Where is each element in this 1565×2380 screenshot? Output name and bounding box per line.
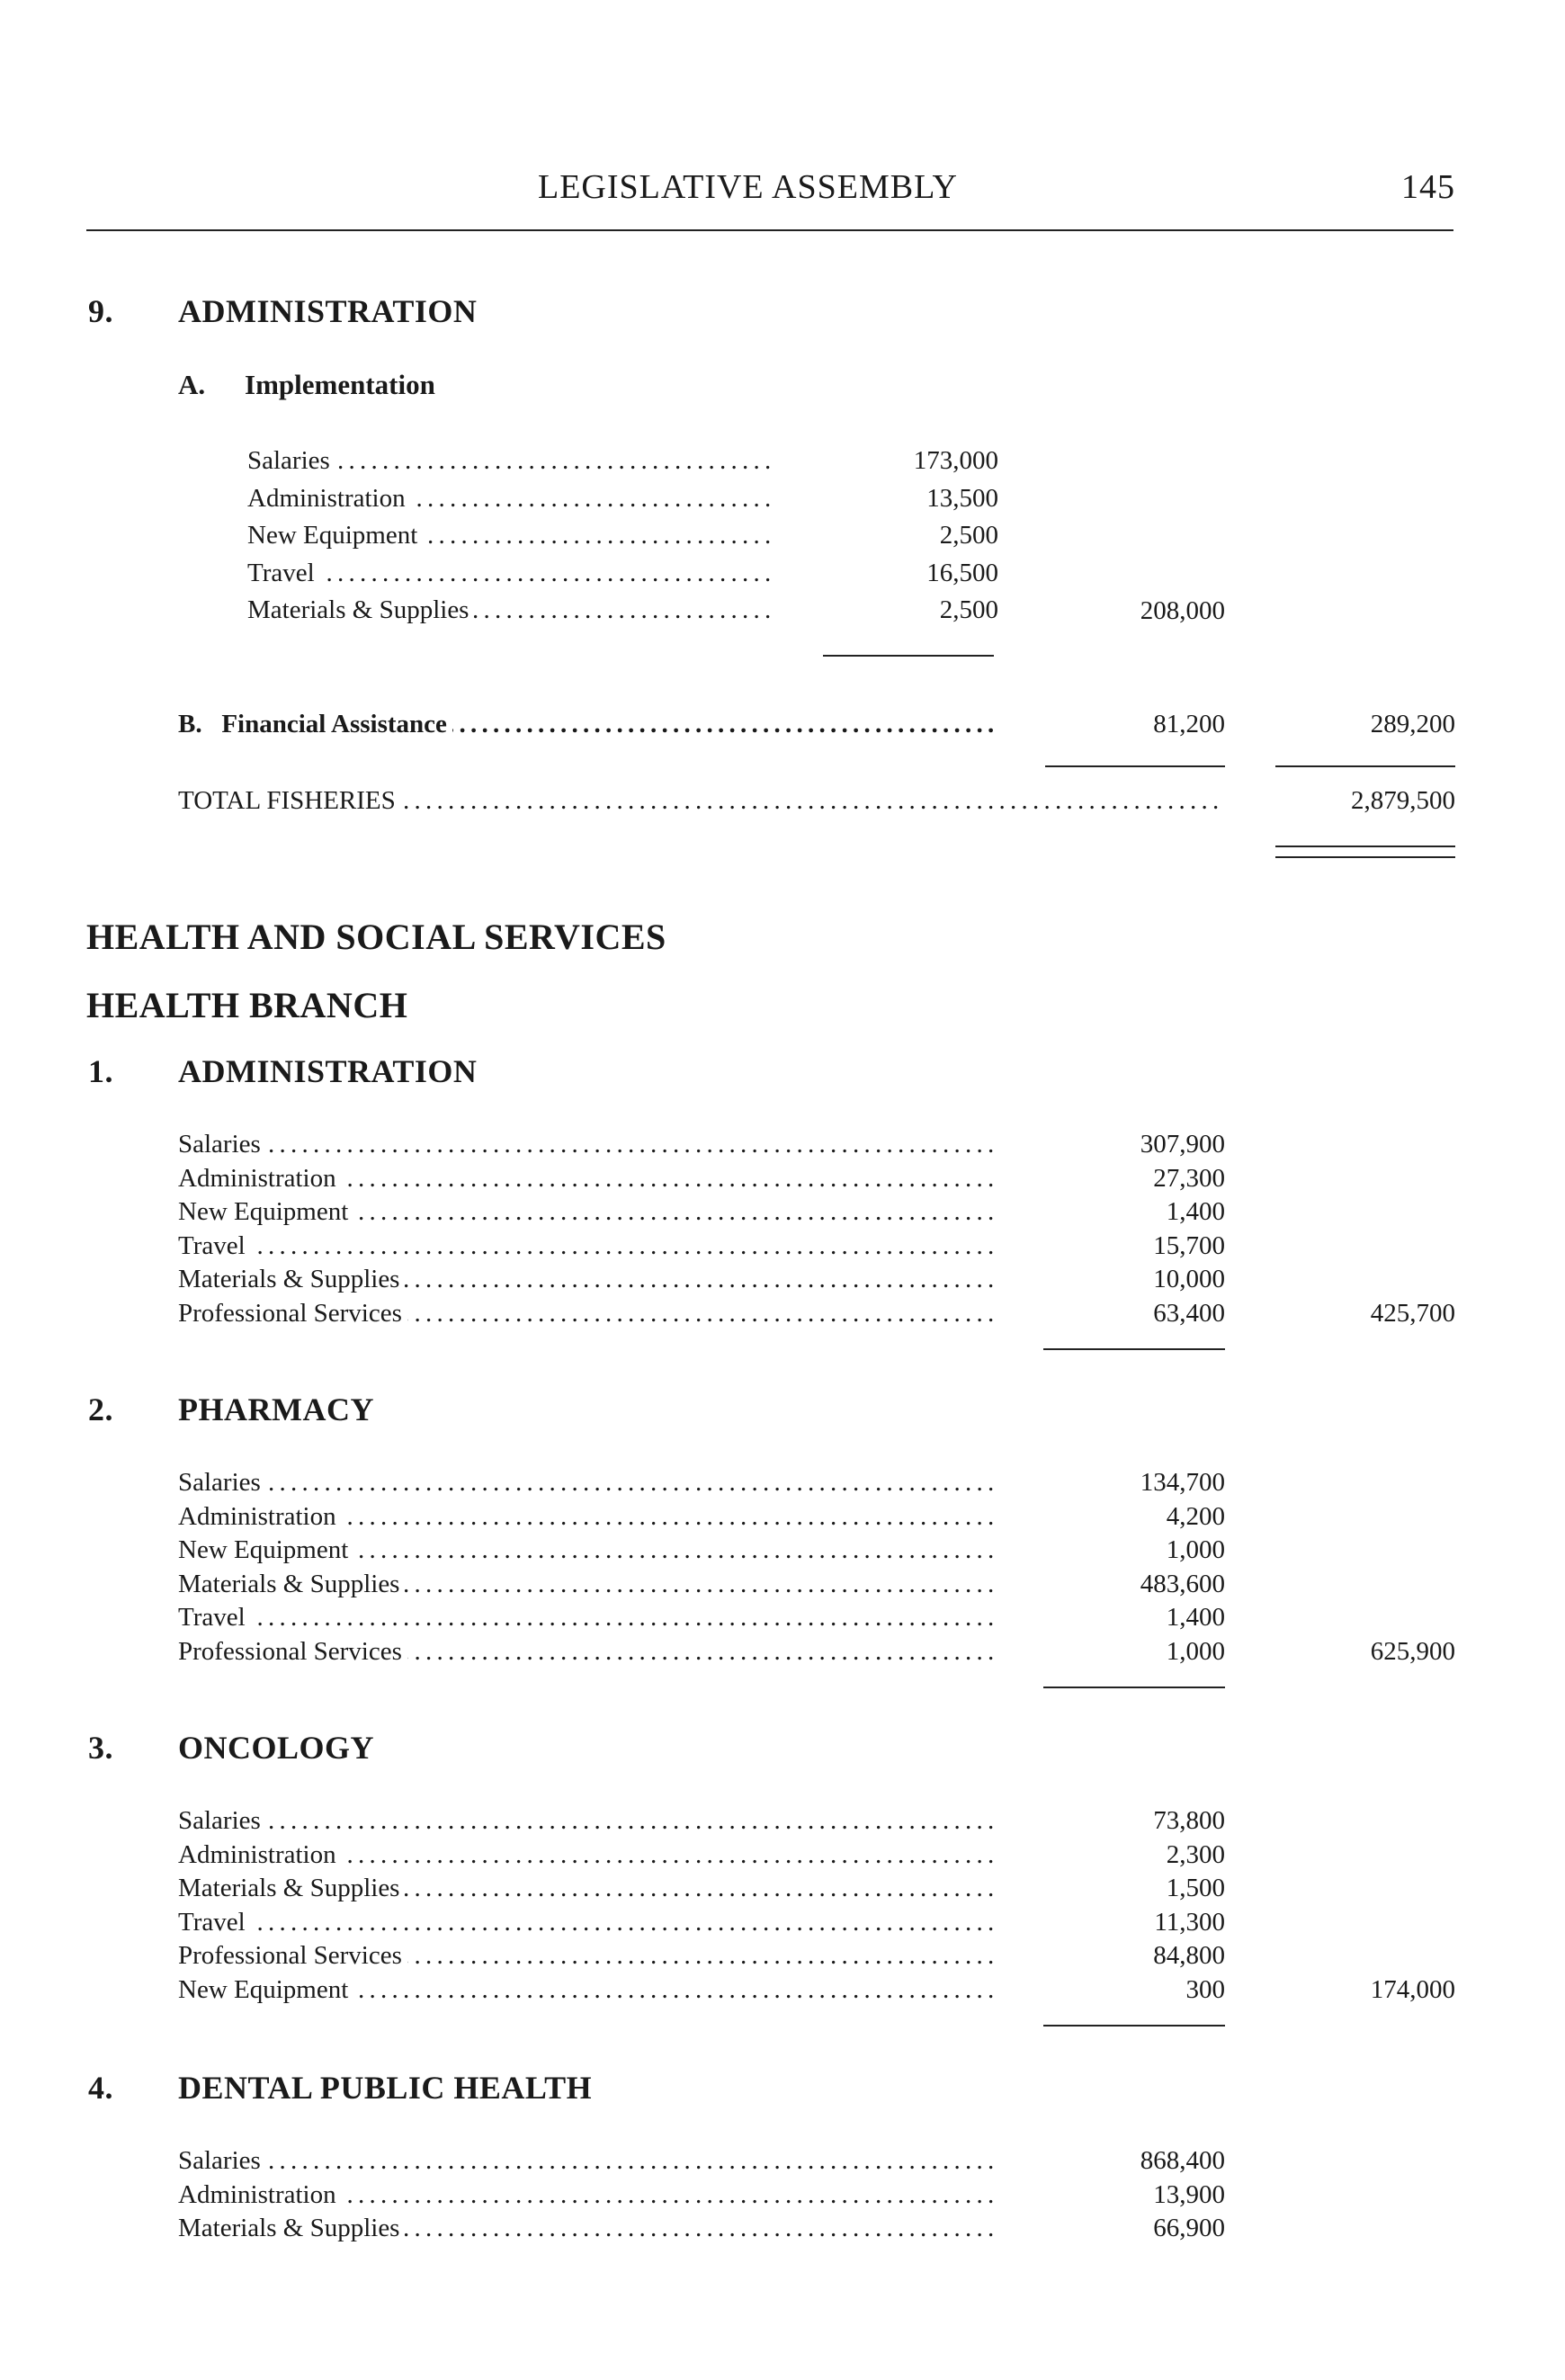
item-amount: 1,400 (1166, 1197, 1225, 1226)
implementation-subtotal: 208,000 (1140, 596, 1225, 625)
item-label: Administration (178, 1502, 342, 1531)
item-amount: 1,000 (1166, 1535, 1225, 1564)
item-amount: 66,900 (1153, 2214, 1225, 2242)
subsection-letter: A. (178, 369, 206, 400)
line-item (178, 1803, 997, 1838)
line-item (178, 1567, 997, 1601)
item-label: New Equipment (178, 1535, 353, 1564)
item-label: Salaries (178, 1468, 266, 1497)
financial-assistance-amount: 81,200 (1153, 710, 1225, 738)
item-label: Salaries (178, 2146, 266, 2175)
item-amount: 868,400 (1140, 2146, 1225, 2175)
line-item (178, 1973, 997, 2007)
header-rule (86, 229, 1453, 231)
line-item (178, 1838, 997, 1872)
implementation-item (247, 518, 771, 552)
item-label: Materials & Supplies (178, 1265, 405, 1293)
implementation-item (247, 443, 771, 478)
item-amount: 2,500 (939, 521, 998, 550)
financial-assistance-row (178, 707, 997, 741)
line-item (178, 1296, 997, 1330)
item-label: Administration (178, 1840, 342, 1869)
section-total: 174,000 (1370, 1975, 1455, 2004)
total-fisheries-amount: 2,879,500 (1351, 786, 1455, 815)
item-label: Materials & Supplies (178, 1874, 405, 1902)
financial-assistance-total-underline (1275, 765, 1455, 767)
section-title: PHARMACY (178, 1391, 374, 1427)
item-amount: 84,800 (1153, 1941, 1225, 1970)
item-label: Materials & Supplies (247, 595, 474, 624)
section-number: 3. (88, 1730, 113, 1766)
section-title: ADMINISTRATION (178, 293, 478, 329)
item-amount: 13,900 (1153, 2180, 1225, 2209)
total-fisheries-double-rule-2 (1275, 856, 1455, 858)
item-amount: 2,500 (939, 595, 998, 624)
line-item (178, 1905, 997, 1939)
item-label: Travel (178, 1231, 251, 1260)
item-amount: 15,700 (1153, 1231, 1225, 1260)
subsection-title: Financial Assistance (221, 710, 447, 738)
line-item (178, 1465, 997, 1499)
item-label: Professional Services (178, 1299, 407, 1328)
item-label: Administration (247, 484, 411, 513)
item-amount: 13,500 (926, 484, 998, 513)
total-fisheries-label: TOTAL FISHERIES (178, 786, 401, 815)
line-item (178, 2211, 997, 2245)
item-amount: 11,300 (1154, 1908, 1225, 1937)
subsection-title: Implementation (245, 369, 435, 400)
line-item (178, 1533, 997, 1567)
item-amount: 1,400 (1166, 1603, 1225, 1632)
section-underline (1043, 1687, 1225, 1688)
page-header-title: LEGISLATIVE ASSEMBLY (538, 168, 958, 206)
item-label: Materials & Supplies (178, 1570, 405, 1598)
item-label: Professional Services (178, 1637, 407, 1666)
section-total: 425,700 (1370, 1299, 1455, 1328)
item-label: Salaries (178, 1806, 266, 1835)
section-number: 2. (88, 1391, 113, 1427)
item-amount: 134,700 (1140, 1468, 1225, 1497)
section-underline (1043, 2025, 1225, 2027)
line-item (178, 1194, 997, 1229)
line-item (178, 2178, 997, 2212)
line-item (178, 1161, 997, 1195)
item-amount: 1,000 (1166, 1637, 1225, 1666)
item-label: Travel (178, 1603, 251, 1632)
section-title: ONCOLOGY (178, 1730, 375, 1766)
financial-assistance-underline (1045, 765, 1225, 767)
line-item (178, 1871, 997, 1905)
item-amount: 63,400 (1153, 1299, 1225, 1328)
line-item (178, 1229, 997, 1263)
item-label: New Equipment (178, 1975, 353, 2004)
item-amount: 27,300 (1153, 1164, 1225, 1193)
item-amount: 307,900 (1140, 1130, 1225, 1159)
item-amount: 4,200 (1166, 1502, 1225, 1531)
page-number: 145 (1401, 168, 1455, 206)
item-label: Travel (247, 559, 320, 587)
line-item (178, 1600, 997, 1634)
total-fisheries-double-rule-1 (1275, 846, 1455, 847)
branch-title: HEALTH BRANCH (86, 985, 408, 1025)
item-amount: 16,500 (926, 559, 998, 587)
item-label: Administration (178, 1164, 342, 1193)
item-amount: 2,300 (1166, 1840, 1225, 1869)
item-amount: 10,000 (1153, 1265, 1225, 1293)
item-label: New Equipment (247, 521, 423, 550)
item-amount: 300 (1185, 1975, 1225, 2004)
section-number: 4. (88, 2070, 113, 2106)
item-label: Salaries (178, 1130, 266, 1159)
item-label: Administration (178, 2180, 342, 2209)
item-label: Professional Services (178, 1941, 407, 1970)
total-fisheries-row (178, 783, 1223, 818)
section-title: ADMINISTRATION (178, 1053, 478, 1089)
implementation-item (247, 481, 771, 515)
item-amount: 1,500 (1166, 1874, 1225, 1902)
implementation-item (247, 556, 771, 590)
item-label: Materials & Supplies (178, 2214, 405, 2242)
item-label: New Equipment (178, 1197, 353, 1226)
item-amount: 73,800 (1153, 1806, 1225, 1835)
section-number: 9. (88, 293, 113, 329)
item-amount: 483,600 (1140, 1570, 1225, 1598)
item-label: Travel (178, 1908, 251, 1937)
line-item (178, 1499, 997, 1534)
item-amount: 173,000 (913, 446, 998, 475)
line-item (178, 1127, 997, 1161)
subsection-letter: B. (178, 710, 202, 738)
item-label: Salaries (247, 446, 335, 475)
section-title: DENTAL PUBLIC HEALTH (178, 2070, 593, 2106)
line-item (178, 1634, 997, 1669)
implementation-underline (823, 655, 994, 657)
line-item (178, 1938, 997, 1973)
department-title: HEALTH AND SOCIAL SERVICES (86, 917, 666, 957)
section-underline (1043, 1348, 1225, 1350)
line-item (178, 2143, 997, 2178)
section-number: 1. (88, 1053, 113, 1089)
financial-assistance-total: 289,200 (1370, 710, 1455, 738)
implementation-item (247, 593, 771, 627)
line-item (178, 1262, 997, 1296)
section-total: 625,900 (1370, 1637, 1455, 1666)
